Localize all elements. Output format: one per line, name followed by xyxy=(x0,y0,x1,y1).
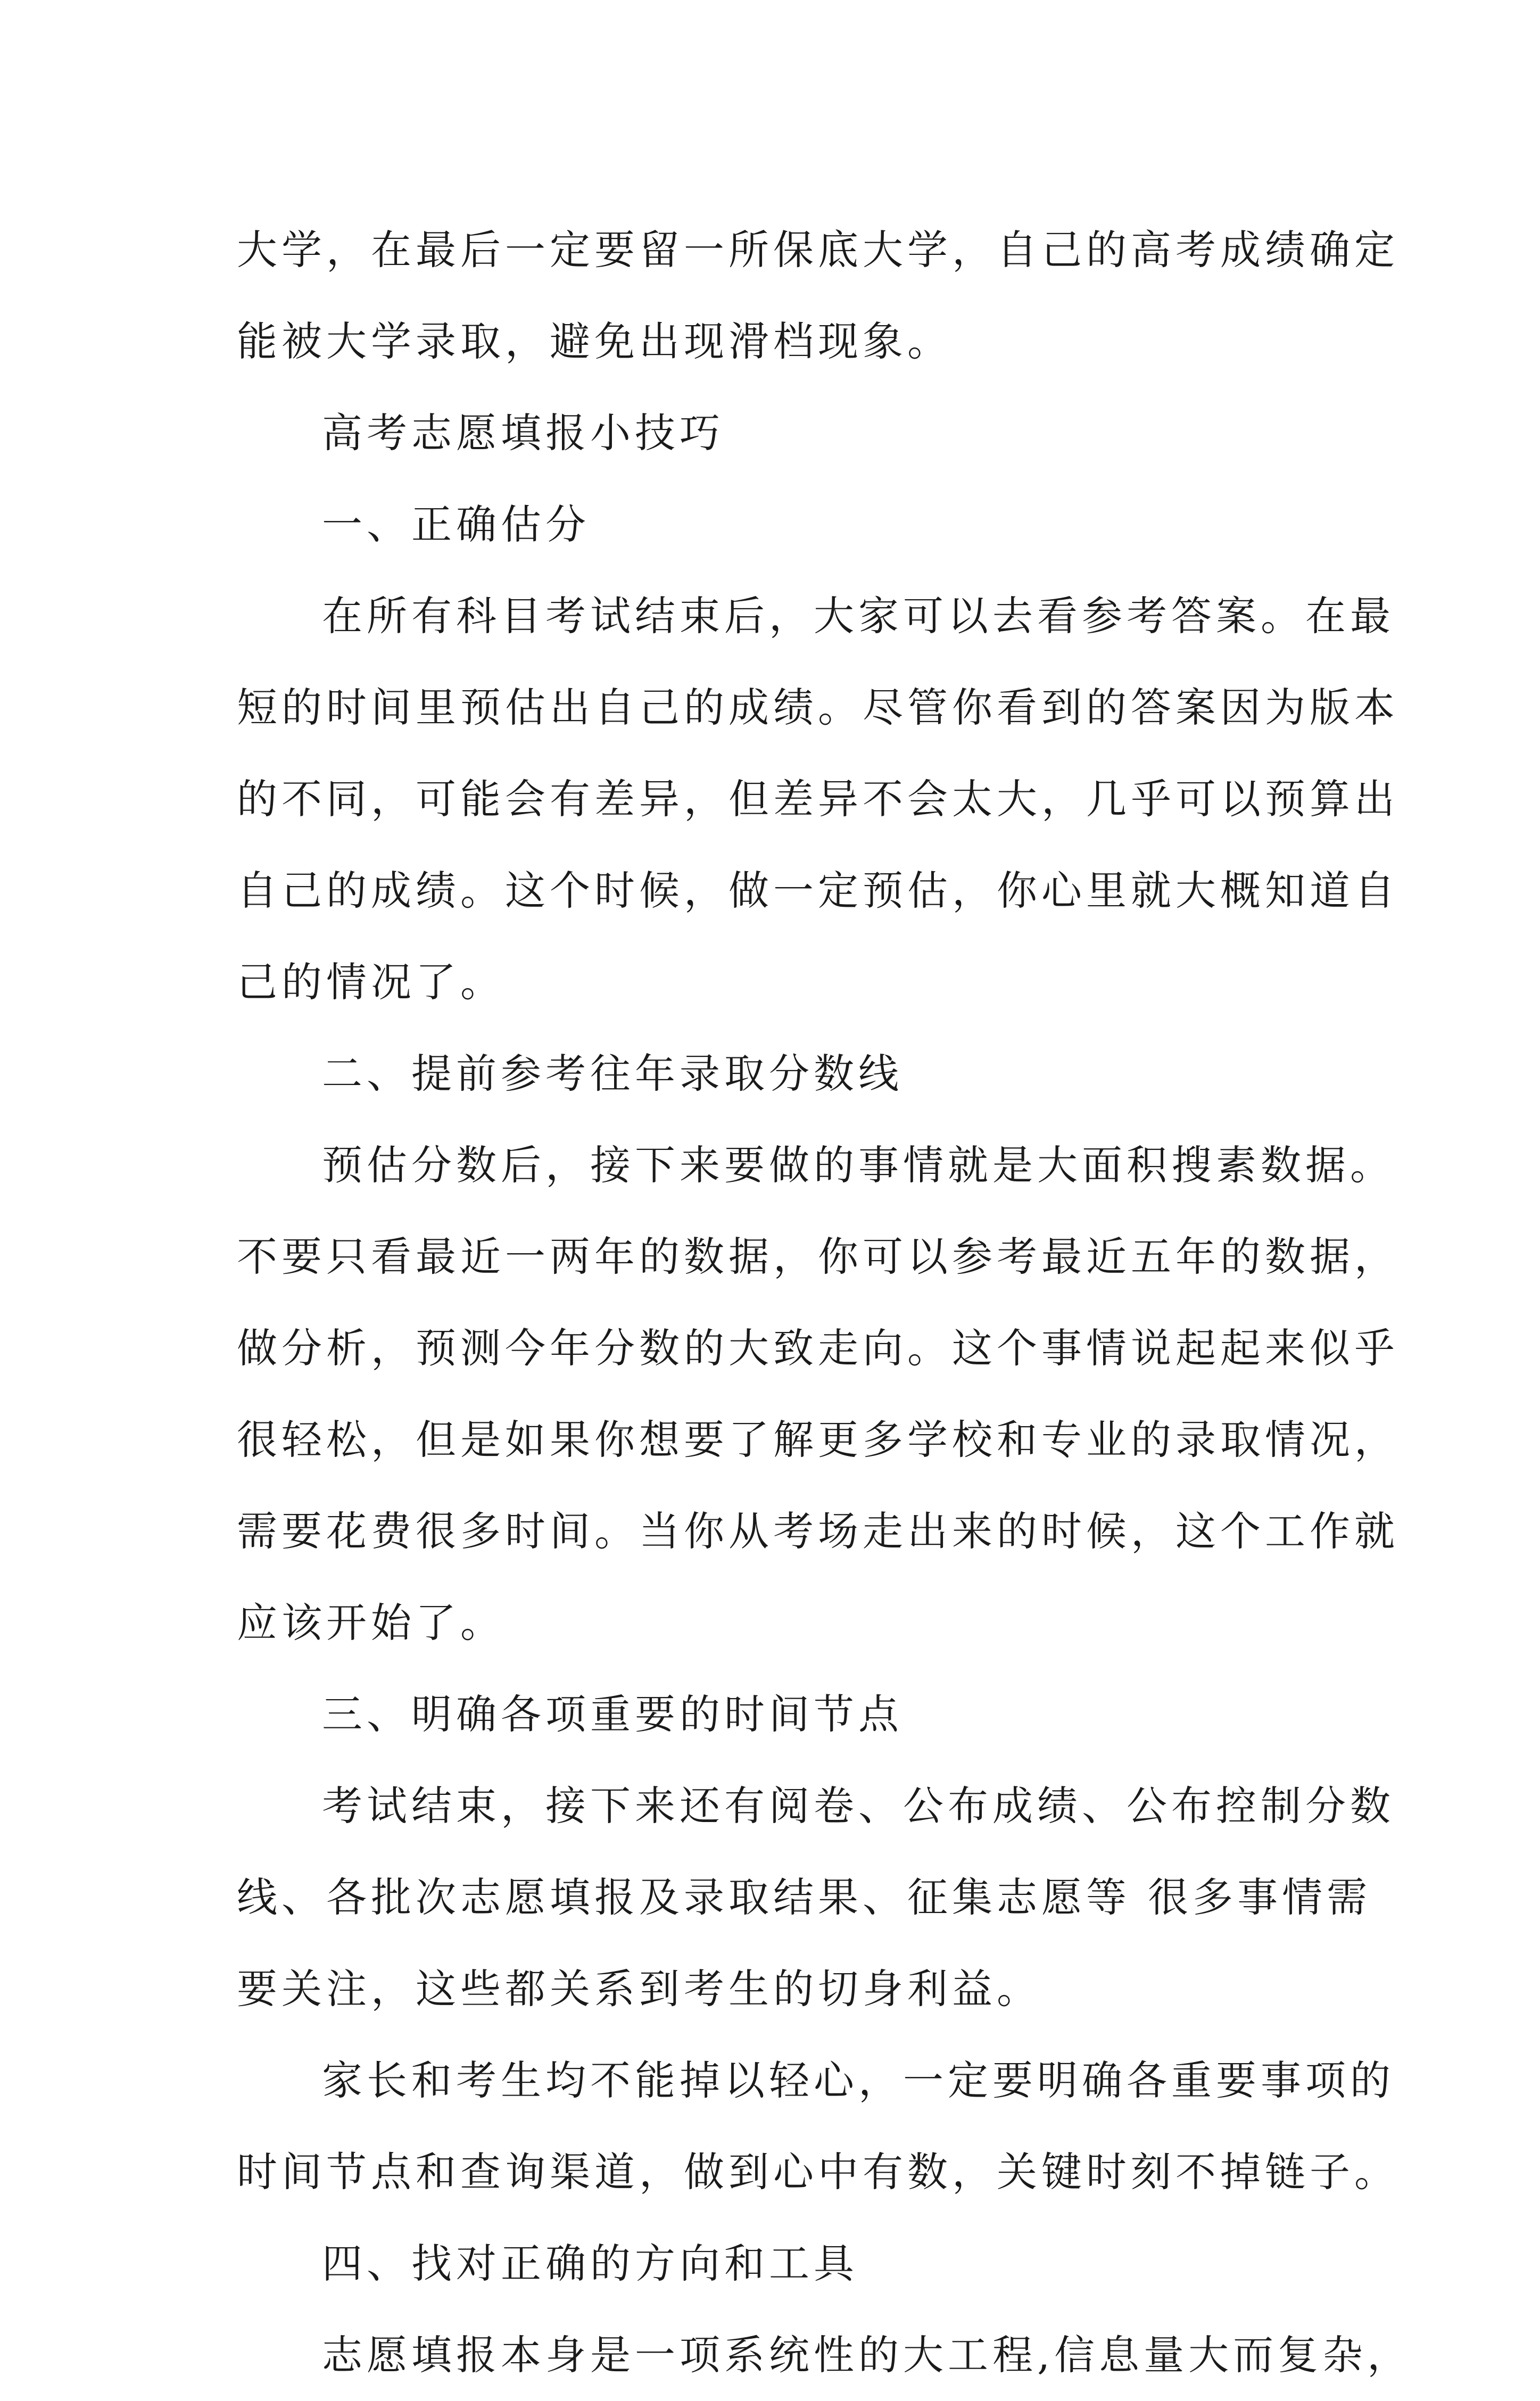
text-line: 志愿填报本身是一项系统性的大工程,信息量大而复杂， xyxy=(322,2331,1412,2379)
text-line: 短的时间里预估出自己的成绩。尽管你看到的答案因为版本 xyxy=(237,684,1399,731)
text-line: 要关注，这些都关系到考生的切身利益。 xyxy=(237,1965,1041,2013)
section-heading: 三、明确各项重要的时间节点 xyxy=(322,1691,903,1738)
section-heading: 二、提前参考往年录取分数线 xyxy=(322,1050,903,1097)
section-heading: 一、正确估分 xyxy=(322,501,590,548)
text-line: 时间节点和查询渠道，做到心中有数，关键时刻不掉链子。 xyxy=(237,2148,1399,2196)
text-line: 能被大学录取，避免出现滑档现象。 xyxy=(237,318,952,365)
section-heading: 四、找对正确的方向和工具 xyxy=(322,2240,858,2287)
text-line: 做分析，预测今年分数的大致走向。这个事情说起起来似乎 xyxy=(237,1324,1399,1372)
text-line: 大学，在最后一定要留一所保底大学，自己的高考成绩确定 xyxy=(237,226,1399,274)
text-line: 己的情况了。 xyxy=(237,958,505,1006)
text-line: 很轻松，但是如果你想要了解更多学校和专业的录取情况， xyxy=(237,1416,1399,1463)
text-line: 家长和考生均不能掉以轻心，一定要明确各重要事项的 xyxy=(322,2057,1395,2104)
text-line: 在所有科目考试结束后，大家可以去看参考答案。在最 xyxy=(322,592,1395,640)
body-text xyxy=(237,204,1412,2401)
text-line: 考试结束，接下来还有阅卷、公布成绩、公布控制分数 xyxy=(322,1782,1395,1829)
text-line: 线、各批次志愿填报及录取结果、征集志愿等 很多事情需 xyxy=(237,1874,1372,1921)
text-line: 的不同，可能会有差异，但差异不会太大，几乎可以预算出 xyxy=(237,775,1399,823)
text-line: 应该开始了。 xyxy=(237,1599,505,1646)
text-line: 预估分数后，接下来要做的事情就是大面积搜素数据。 xyxy=(322,1141,1395,1189)
text-line: 不要只看最近一两年的数据，你可以参考最近五年的数据， xyxy=(237,1233,1399,1280)
section-title: 高考志愿填报小技巧 xyxy=(322,409,724,457)
text-line: 需要花费很多时间。当你从考场走出来的时候，这个工作就 xyxy=(237,1508,1399,1555)
text-line: 自己的成绩。这个时候，做一定预估，你心里就大概知道自 xyxy=(237,867,1399,914)
